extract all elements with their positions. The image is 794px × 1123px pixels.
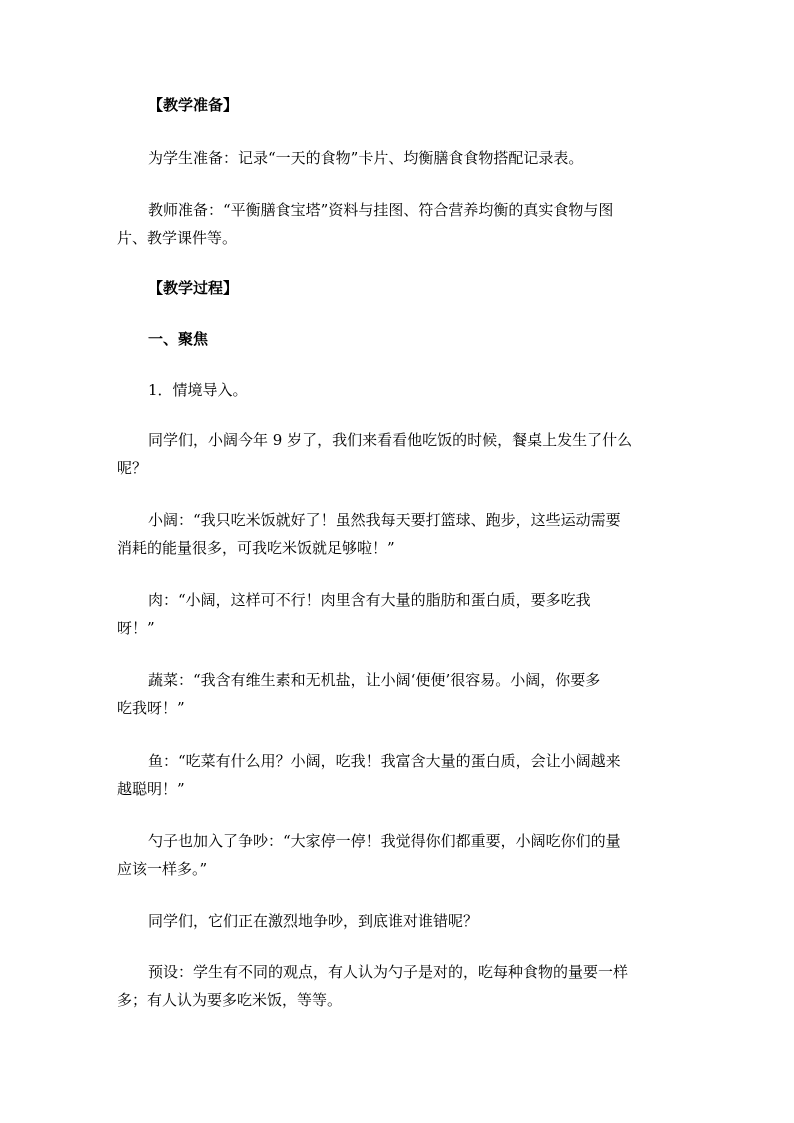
teaching-process-heading: 【教学过程】 [148,279,239,297]
spoon-dialogue-line-1: 勺子也加入了争吵：“大家停一停！我觉得你们都重要，小阔吃你们的量 [148,832,621,850]
meat-dialogue-line-2: 呀！” [117,619,155,637]
fish-dialogue-line-1: 鱼：“吃菜有什么用？小阔，吃我！我富含大量的蛋白质，会让小阔越来 [148,752,621,770]
xiaokuo-dialogue-line-1: 小阔：“我只吃米饭就好了！虽然我每天要打篮球、跑步，这些运动需要 [148,511,621,529]
spoon-dialogue-line-2: 应该一样多。” [117,860,208,878]
intro-paragraph-line-1: 同学们，小阔今年 9 岁了，我们来看看他吃饭的时候，餐桌上发生了什么 [148,431,633,449]
vegetable-dialogue-line-2: 吃我呀！” [117,699,185,717]
presupposition-line-1: 预设：学生有不同的观点，有人认为勺子是对的，吃每种食物的量要一样 [148,963,629,981]
meat-dialogue-line-1: 肉：“小阔，这样可不行！肉里含有大量的脂肪和蛋白质，要多吃我 [148,591,591,609]
fish-dialogue-line-2: 越聪明！” [117,780,185,798]
presupposition-line-2: 多；有人认为要多吃米饭，等等。 [117,991,343,1009]
teacher-preparation-line-2: 片、教学课件等。 [117,229,238,247]
teacher-preparation-line-1: 教师准备：“平衡膳食宝塔”资料与挂图、符合营养均衡的真实食物与图 [148,201,614,219]
vegetable-dialogue-line-1: 蔬菜：“我含有维生素和无机盐，让小阔‘便便’很容易。小阔，你要多 [148,671,601,689]
teaching-preparation-heading: 【教学准备】 [148,96,239,114]
xiaokuo-dialogue-line-2: 消耗的能量很多，可我吃米饭就足够啦！” [117,539,395,557]
student-preparation-text: 为学生准备：记录“一天的食物”卡片、均衡膳食食物搭配记录表。 [148,149,584,167]
situation-intro-item: 1．情境导入。 [148,381,248,399]
intro-paragraph-line-2: 呢？ [117,459,148,477]
focus-section-heading: 一、聚焦 [148,330,209,348]
question-paragraph: 同学们，它们正在激烈地争吵，到底谁对谁错呢？ [148,912,479,930]
